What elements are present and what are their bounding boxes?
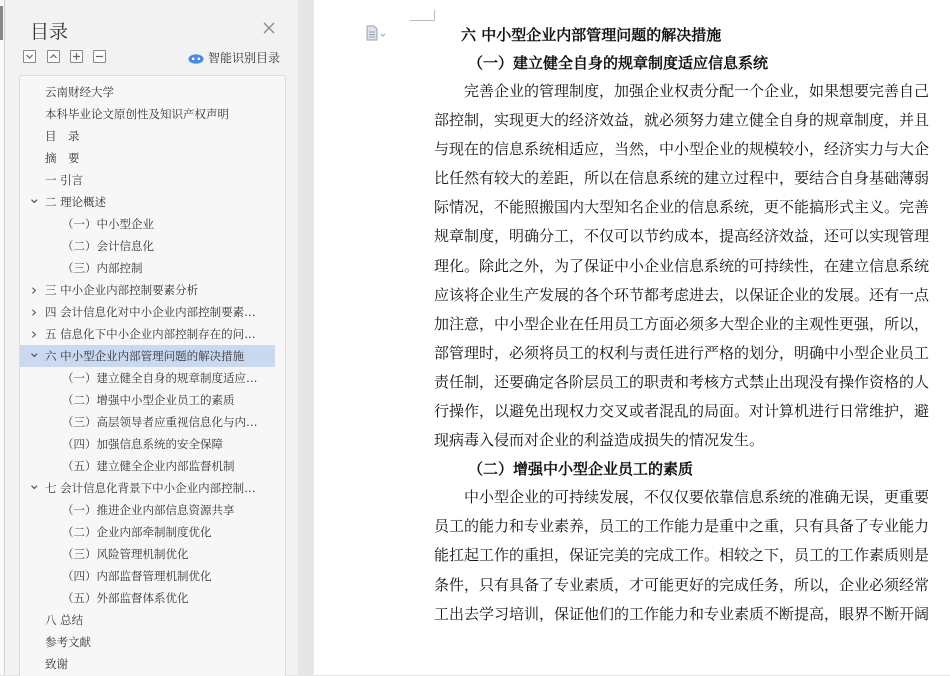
toc-item[interactable] xyxy=(20,345,275,367)
toc-item[interactable] xyxy=(20,213,275,235)
toc-panel xyxy=(0,0,298,675)
toc-item-label: （一）中小型企业 xyxy=(62,217,154,231)
toc-item-label: （四）内部监督管理机制优化 xyxy=(62,569,212,583)
toc-item-label: 目 录 xyxy=(45,129,80,143)
paragraph-line: 条件，只有具备了专业素质，才可能更好的完成任务，所以，企业必须经常 xyxy=(434,575,930,594)
toc-item[interactable] xyxy=(20,125,275,147)
toc-item-label: （五）建立健全企业内部监督机制 xyxy=(62,459,235,473)
paragraph-line: 应该将企业生产发展的各个环节都考虑进去，以保证企业的发展。还有一点 xyxy=(434,285,930,304)
toc-item-label: （一）建立健全自身的规章制度适应… xyxy=(62,371,258,385)
heading-section-6: 六 中小型企业内部管理问题的解决措施 xyxy=(461,26,722,44)
paragraph-line: 能扛起工作的重担，保证完美的完成工作。相较之下，员工的工作素质则是 xyxy=(434,546,930,565)
toc-item[interactable] xyxy=(20,411,275,433)
toc-item[interactable] xyxy=(20,147,275,169)
toc-item[interactable] xyxy=(20,631,275,653)
toc-item-label: （二）增强中小型企业员工的素质 xyxy=(62,393,235,407)
toc-item[interactable] xyxy=(20,301,275,323)
toc-item-label: 参考文献 xyxy=(45,635,91,649)
toc-item[interactable] xyxy=(20,367,275,389)
toc-item-label: （二）企业内部牵制制度优化 xyxy=(62,525,212,539)
toc-item[interactable] xyxy=(20,477,275,499)
toc-item-label: 五 信息化下中小企业内部控制存在的问… xyxy=(45,327,256,341)
toc-item[interactable] xyxy=(20,521,275,543)
toc-item-label: 致谢 xyxy=(45,657,68,671)
paragraph-line: 比任然有较大的差距，所以在信息系统的建立过程中，要结合自身基础薄弱 xyxy=(434,169,930,188)
paragraph-line: 行操作，以避免出现权力交叉或者混乱的局面。对计算机进行日常维护，避 xyxy=(434,402,930,421)
toc-title: 目录 xyxy=(30,21,69,43)
paragraph-line: 与现在的信息系统相适应，当然，中小型企业的规模较小，经济实力与大企 xyxy=(434,140,930,159)
toc-item-label: 八 总结 xyxy=(45,613,84,627)
toc-item-label: 云南财经大学 xyxy=(45,85,114,99)
chevron-down-icon[interactable]: ⌄ xyxy=(28,191,41,207)
toc-item-label: （二）会计信息化 xyxy=(62,239,154,253)
toc-item[interactable] xyxy=(20,499,275,521)
paragraph-line: 工出去学习培训，保证他们的工作能力和专业素质不断提高，眼界不断开阔 xyxy=(434,604,930,623)
toc-item-label: 四 会计信息化对中小企业内部控制要素… xyxy=(45,305,256,319)
toc-item[interactable] xyxy=(20,279,275,301)
toc-item-label: 七 会计信息化背景下中小企业内部控制… xyxy=(45,481,256,495)
toc-item-label: （五）外部监督体系优化 xyxy=(62,591,189,605)
toc-item[interactable] xyxy=(20,389,275,411)
toc-item-label: 三 中小企业内部控制要素分析 xyxy=(45,283,199,297)
toc-item[interactable] xyxy=(20,565,275,587)
remove-heading-icon[interactable] xyxy=(93,50,106,63)
toc-item-label: （三）风险管理机制优化 xyxy=(62,547,189,561)
cloud-icon xyxy=(188,52,204,64)
toc-item[interactable] xyxy=(20,81,275,103)
toc-item[interactable] xyxy=(20,169,275,191)
toc-item-label: （一）推进企业内部信息资源共享 xyxy=(62,503,235,517)
paragraph-line: 员工的能力和专业素养，员工的工作能力是重中之重，只有具备了专业能力 xyxy=(434,517,930,536)
toc-item-label: 六 中小型企业内部管理问题的解决措施 xyxy=(45,349,245,363)
close-icon[interactable] xyxy=(262,21,276,35)
paragraph-2 xyxy=(434,483,950,628)
paragraph-line: 部管理时，必须将员工的权利与责任进行严格的划分，明确中小型企业员工 xyxy=(434,343,930,362)
smart-recognize-label: 智能识别目录 xyxy=(208,51,281,65)
toc-item[interactable] xyxy=(20,257,275,279)
paragraph-line: 中小型企业的可持续发展，不仅仅要依靠信息系统的准确无误，更重要 xyxy=(464,488,930,507)
paragraph-line: 部控制，实现更大的经济效益，就必须努力建立健全自身的规章制度，并且 xyxy=(434,111,930,130)
toc-item-label: （三）内部控制 xyxy=(62,261,143,275)
toc-item[interactable] xyxy=(20,543,275,565)
document-page[interactable] xyxy=(314,0,950,675)
document-area xyxy=(298,0,950,675)
toc-item[interactable] xyxy=(20,433,275,455)
toc-item[interactable] xyxy=(20,235,275,257)
toc-item-label: 二 理论概述 xyxy=(45,195,107,209)
toc-list xyxy=(19,75,286,676)
chevron-down-icon[interactable]: ⌄ xyxy=(28,345,41,361)
chevron-right-icon[interactable]: › xyxy=(31,303,37,321)
document-options-icon[interactable] xyxy=(365,25,387,43)
page-corner-mark xyxy=(410,10,435,21)
toc-item-label: 一 引言 xyxy=(45,173,84,187)
toc-item-label: 本科毕业论文原创性及知识产权声明 xyxy=(45,107,229,121)
chevron-down-icon[interactable]: ⌄ xyxy=(28,477,41,493)
heading-subsection-1: （一）建立健全自身的规章制度适应信息系统 xyxy=(468,54,769,72)
document-body xyxy=(434,21,950,629)
toc-item[interactable] xyxy=(20,323,275,345)
sidebar-edge xyxy=(0,0,5,675)
toc-item-label: 摘 要 xyxy=(45,151,80,165)
toc-item[interactable] xyxy=(20,653,275,675)
chevron-right-icon[interactable]: › xyxy=(31,325,37,343)
paragraph-line: 规章制度，明确分工，不仅可以节约成本，提高经济效益，还可以实现管理 xyxy=(434,227,930,246)
toc-item[interactable] xyxy=(20,609,275,631)
sidebar-edge-tick xyxy=(0,6,3,40)
paragraph-line: 加注意，中小型企业在任用员工方面必须多大型企业的主观性更强，所以， xyxy=(434,314,930,333)
paragraph-line: 完善企业的管理制度，加强企业权责分配一个企业，如果想要完善自己 xyxy=(464,82,930,100)
toc-item-label: （四）加强信息系统的安全保障 xyxy=(62,437,223,451)
chevron-right-icon[interactable]: › xyxy=(31,281,37,299)
smart-recognize-toc-button[interactable] xyxy=(188,49,280,66)
paragraph-line: 现病毒入侵而对企业的利益造成损失的情况发生。 xyxy=(434,431,765,450)
toc-item[interactable] xyxy=(20,455,275,477)
paragraph-line: 际情况，不能照搬国内大型知名企业的信息系统，更不能搞形式主义。完善 xyxy=(434,198,930,217)
paragraph-1 xyxy=(434,77,950,455)
toc-item[interactable] xyxy=(20,191,275,213)
add-heading-icon[interactable] xyxy=(70,50,83,63)
paragraph-line: 理化。除此之外，为了保证中小企业信息系统的可持续性，在建立信息系统 xyxy=(434,256,930,275)
paragraph-line: 责任制，还要确定各阶层员工的职责和考核方式禁止出现没有操作资格的人 xyxy=(434,372,930,391)
heading-subsection-2: （二）增强中小型企业员工的素质 xyxy=(468,460,694,479)
expand-all-icon[interactable] xyxy=(47,50,60,63)
toc-item[interactable] xyxy=(20,103,275,125)
collapse-all-icon[interactable] xyxy=(23,50,36,63)
toc-item[interactable] xyxy=(20,587,275,609)
toc-item-label: （三）高层领导者应重视信息化与内… xyxy=(62,415,258,429)
